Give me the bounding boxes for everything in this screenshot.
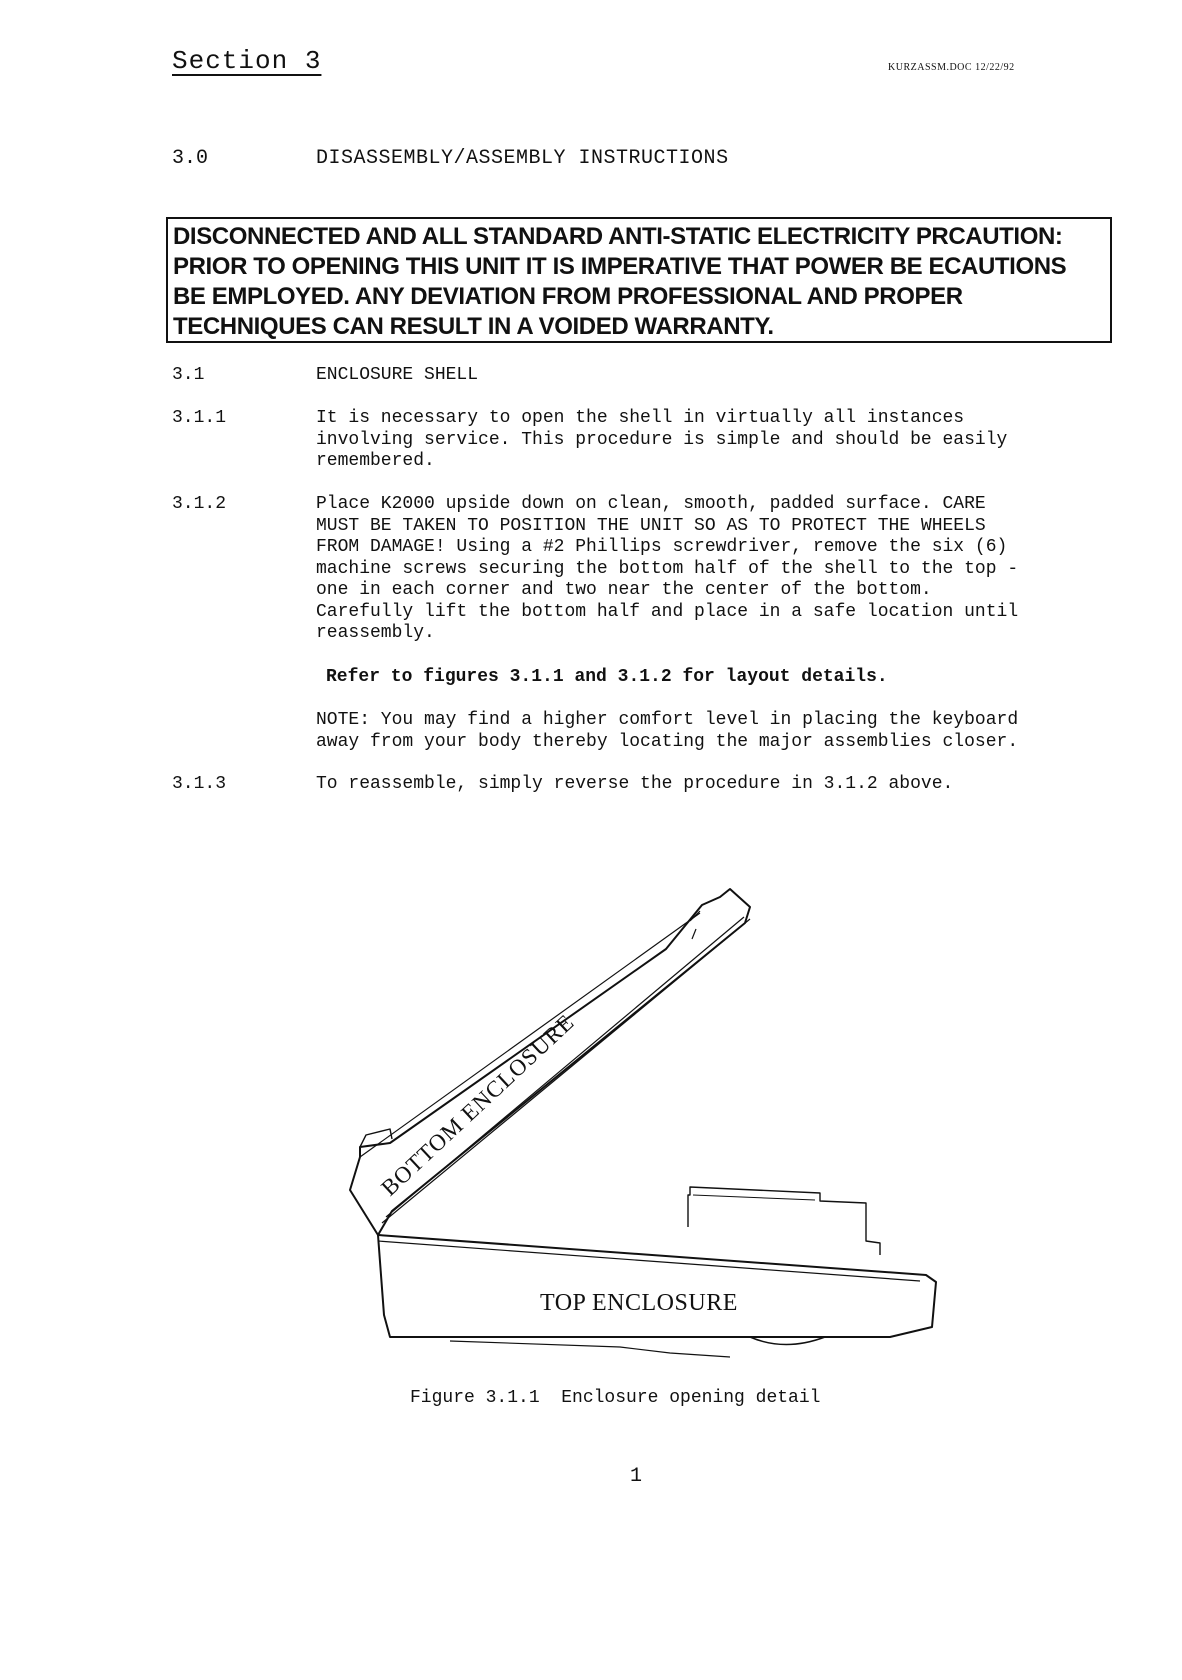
figure-caption: Figure 3.1.1 Enclosure opening detail: [410, 1388, 821, 1408]
section-paragraph: Place K2000 upside down on clean, smooth, padded surface. CARE MUST BE TAKEN TO POSITION THE UNIT SO AS TO PROTECT THE WHEELS FROM DAMAGE! Using a #2 Phillips screwdriver, remove the six (6) machine screws securing the bottom half of the shell to the top - one in each corner and two near the center of the bottom. Carefully lift the bottom half and place in a safe location until reassembly.: [316, 494, 1019, 643]
section-heading: ENCLOSURE SHELL: [316, 365, 479, 385]
comfort-note: NOTE: You may find a higher comfort level in placing the keyboard away from your body thereby locating the major assemblies closer.: [316, 710, 1019, 752]
top-enclosure-label: TOP ENCLOSURE: [540, 1290, 738, 1316]
section-paragraph: It is necessary to open the shell in virtually all instances involving service. This procedure is simple and should be easily remembered.: [316, 408, 1008, 471]
section-number: 3.1.2: [172, 494, 227, 514]
top-enclosure-edge: [378, 1241, 920, 1281]
heading-title: DISASSEMBLY/ASSEMBLY INSTRUCTIONS: [316, 147, 729, 170]
rear-panel-shape: [688, 1187, 880, 1255]
warning-line: BE EMPLOYED. ANY DEVIATION FROM PROFESSIONAL AND PROPER: [173, 283, 963, 310]
section-number: 3.1.3: [172, 774, 227, 794]
warning-line: TECHNIQUES CAN RESULT IN A VOIDED WARRANTY.: [173, 313, 774, 340]
heading-number: 3.0: [172, 147, 209, 170]
section-number: 3.1: [172, 365, 205, 385]
document-reference: KURZASSM.DOC 12/22/92: [888, 62, 1015, 73]
wheel-shape: [750, 1337, 825, 1345]
warning-line: PRIOR TO OPENING THIS UNIT IT IS IMPERATIVE THAT POWER BE ECAUTIONS: [173, 253, 1067, 280]
warning-box: [166, 217, 1112, 343]
bottom-enclosure-label: BOTTOM ENCLOSURE: [376, 1009, 580, 1201]
refer-note: Refer to figures 3.1.1 and 3.1.2 for layout details.: [326, 667, 888, 687]
page-number: 1: [630, 1465, 643, 1488]
section-paragraph: To reassemble, simply reverse the procedure in 3.1.2 above.: [316, 774, 954, 794]
section-number: 3.1.1: [172, 408, 227, 428]
enclosure-figure: [330, 845, 950, 1365]
section-title: Section 3: [172, 46, 322, 76]
warning-line: DISCONNECTED AND ALL STANDARD ANTI-STATIC ELECTRICITY PRCAUTION:: [173, 223, 1063, 250]
top-enclosure-shape: [378, 1235, 936, 1337]
